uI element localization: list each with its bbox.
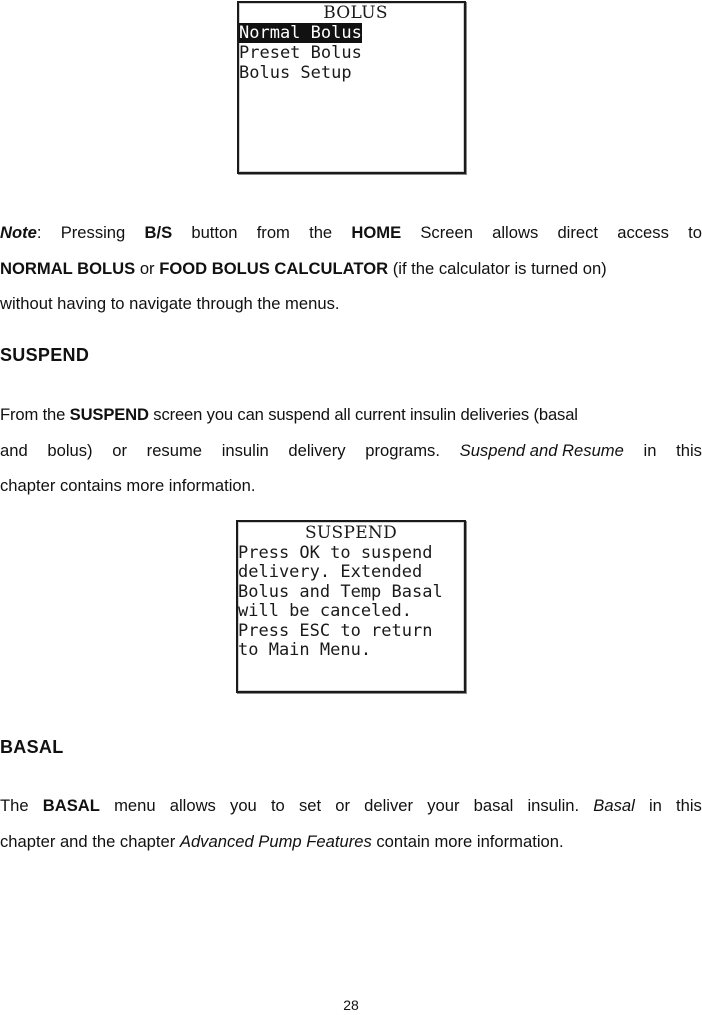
page-number: 28 <box>343 997 359 1013</box>
suspend-text-line: to Main Menu. <box>238 640 372 661</box>
suspend-screen-title: SUSPEND <box>304 523 398 543</box>
basal-paragraph <box>0 788 702 859</box>
note-label: Note <box>0 223 37 242</box>
bolus-screen <box>237 1 466 174</box>
suspend-line-3: chapter contains more information. <box>0 476 256 495</box>
bs-button-ref: B/S <box>144 223 173 242</box>
note-line-1: Note: Pressing B/S button from the HOME Screen allows direct access to <box>0 215 702 251</box>
suspend-text-line: delivery. Extended <box>238 562 423 583</box>
suspend-paragraph <box>0 397 702 504</box>
basal-line-2: chapter and the chapter Advanced Pump Features contain more information. <box>0 831 564 851</box>
suspend-text-line: Bolus and Temp Basal <box>238 581 443 602</box>
suspend-text-line: will be canceled. <box>238 601 412 622</box>
menu-item-normal-bolus[interactable]: Normal Bolus <box>239 23 362 43</box>
note-line-3: without having to navigate through the menus. <box>0 294 340 313</box>
note-line-2: NORMAL BOLUS or FOOD BOLUS CALCULATOR (if the calculator is turned on) <box>0 258 607 278</box>
menu-item-preset-bolus[interactable]: Preset Bolus <box>239 43 362 63</box>
note-paragraph <box>0 215 702 322</box>
basal-heading: BASAL <box>0 737 64 757</box>
menu-item-bolus-setup[interactable]: Bolus Setup <box>239 63 352 83</box>
basal-line-1: The BASAL menu allows you to set or deliver your basal insulin. Basal in this <box>0 796 702 815</box>
home-ref: HOME <box>351 223 402 242</box>
suspend-line-2: and bolus) or resume insulin delivery programs. Suspend and Resume in this <box>0 440 702 460</box>
suspend-text-line: Press OK to suspend <box>238 543 433 563</box>
suspend-text-line: Press ESC to return <box>238 620 433 641</box>
bolus-screen-title: BOLUS <box>323 3 388 23</box>
suspend-heading: SUSPEND <box>0 345 90 365</box>
suspend-screen <box>236 520 466 693</box>
suspend-line-1: From the SUSPEND screen you can suspend all current insulin deliveries (basal <box>0 405 578 424</box>
